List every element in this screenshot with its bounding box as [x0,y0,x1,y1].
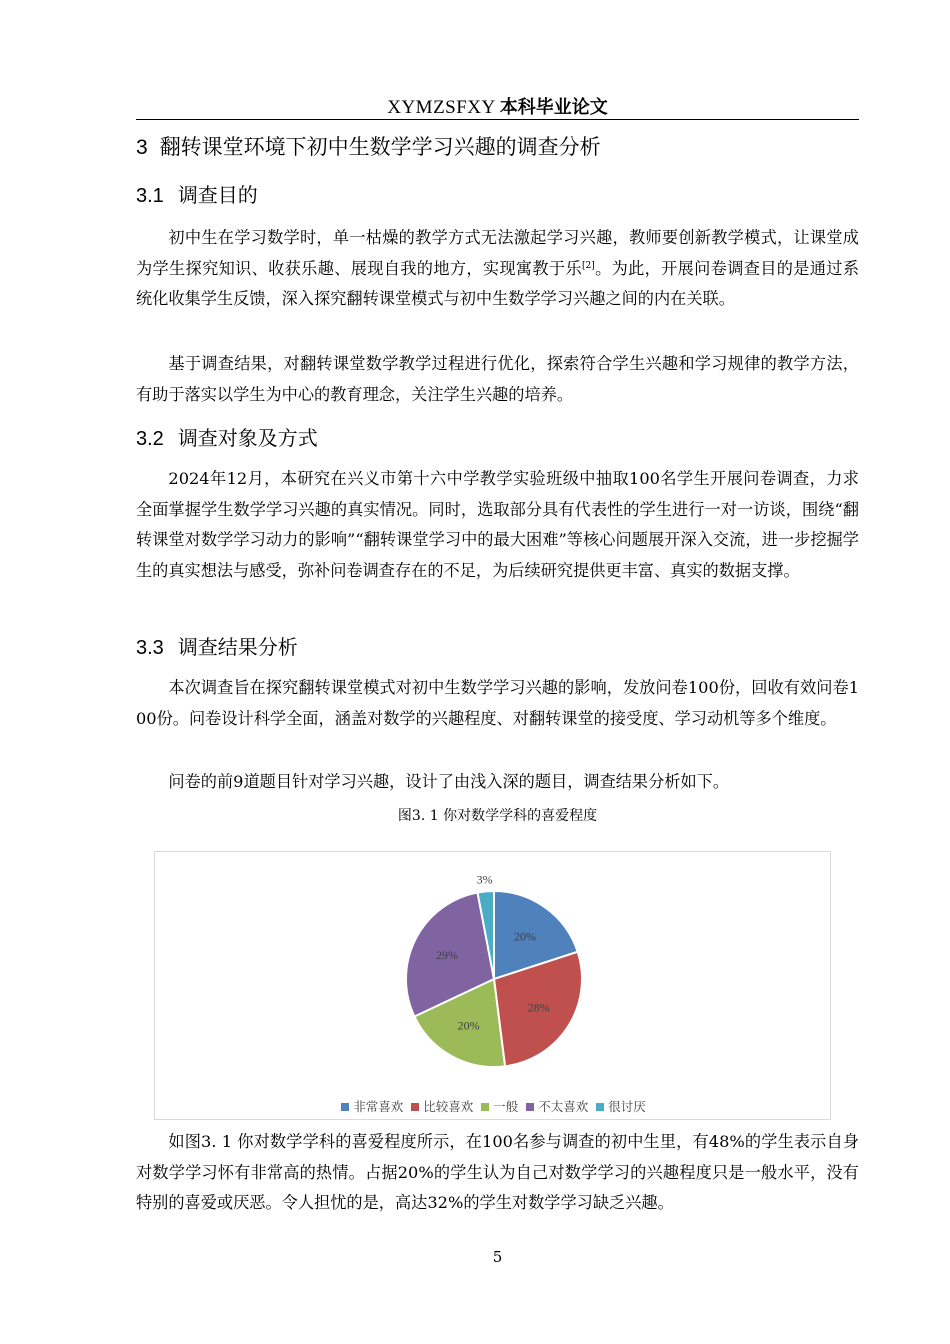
citation-ref: [2] [581,260,595,271]
paragraph-purpose-2: 基于调查结果，对翻转课堂数学教学过程进行优化，探索符合学生兴趣和学习规律的教学方法，有助于落实以学生为中心的教育理念，关注学生兴趣的培养。 [136,354,859,404]
legend-item [411,1097,473,1115]
chart-legend [155,1097,832,1115]
legend-item [481,1097,518,1115]
legend-label: 非常喜欢 [353,1099,404,1114]
section-heading-3-3 [136,632,298,663]
pie-data-label: 3% [476,872,493,887]
legend-swatch [411,1103,419,1111]
legend-swatch [341,1103,349,1111]
legend-label: 不太喜欢 [538,1099,589,1114]
section-heading-3-1 [136,180,258,211]
legend-item [596,1097,646,1115]
section-number: 3.2 [136,428,164,450]
section-title: 调查目的 [177,183,258,207]
chapter-title: 翻转课堂环境下初中生数学学习兴趣的调查分析 [159,135,601,159]
pie-chart-frame [154,851,831,1120]
header-school-code: XYMZSFXY [387,97,496,118]
paragraph-text: 初中生在学习数学时，单一枯燥的教学方式无法激起学习兴趣，教师要创新教学模式，让课堂成为学生探究知识、收获乐趣、展现自我的地方，实现寓教于乐 [136,228,859,278]
header-rule [136,119,859,120]
paragraph-purpose-1 [136,223,859,315]
chapter-number: 3 [136,136,148,159]
legend-swatch [596,1103,604,1111]
header-thesis-label: 本科毕业论文 [499,97,608,118]
paragraph-results-lead: 问卷的前9道题目针对学习兴趣，设计了由浅入深的题目，调查结果分析如下。 [168,772,730,791]
section-title: 调查结果分析 [177,635,298,659]
section-number: 3.3 [136,637,164,659]
legend-label: 一般 [493,1099,519,1114]
legend-label: 很讨厌 [608,1099,646,1114]
pie-data-label: 28% [527,1000,550,1015]
paragraph-results-intro: 本次调查旨在探究翻转课堂模式对初中生数学学习兴趣的影响，发放问卷100份，回收有效问卷100份。问卷设计科学全面，涵盖对数学的兴趣程度、对翻转课堂的接受度、学习动机等多个维度。 [136,678,859,728]
section-title: 调查对象及方式 [177,426,318,450]
legend-label: 比较喜欢 [423,1099,474,1114]
pie-data-label: 29% [435,948,458,963]
paragraph-subjects: 2024年12月，本研究在兴义市第十六中学教学实验班级中抽取100名学生开展问卷调查，力求全面掌握学生数学学习兴趣的真实情况。同时，选取部分具有代表性的学生进行一对一访谈，围绕“翻转课堂对数学学习动力的影响”“翻转课堂学习中的最大困难”等核心问题展开深入交流，进一步挖掘学生的真实想法与感受，弥补问卷调查存在的不足，为后续研究提供更丰富、真实的数据支撑。 [136,469,859,580]
legend-item [526,1097,588,1115]
page-number: 5 [492,1248,503,1266]
chapter-heading [136,131,601,164]
running-header [136,95,859,119]
legend-swatch [526,1103,534,1111]
pie-chart [155,852,832,1097]
figure-caption: 图3. 1 你对数学学科的喜爱程度 [397,808,598,824]
legend-item [341,1097,403,1115]
paragraph-text: 。为此，开展问卷调查目的是通过系统化收集学生反馈，深入探究翻转课堂模式与初中生数学学习兴趣之间的内在关联。 [136,258,860,308]
section-heading-3-2 [136,423,318,454]
pie-data-label: 20% [514,929,537,944]
pie-data-label: 20% [457,1018,480,1033]
section-number: 3.1 [136,185,164,207]
legend-swatch [481,1103,489,1111]
paragraph-figure-analysis: 如图3. 1 你对数学学科的喜爱程度所示，在100名参与调查的初中生里，有48%的学生表示自身对数学学习怀有非常高的热情。占据20%的学生认为自己对数学学习的兴趣程度只是一般水平，没有特别的喜爱或厌恶。令人担忧的是，高达32%的学生对数学学习缺乏兴趣。 [136,1132,859,1212]
